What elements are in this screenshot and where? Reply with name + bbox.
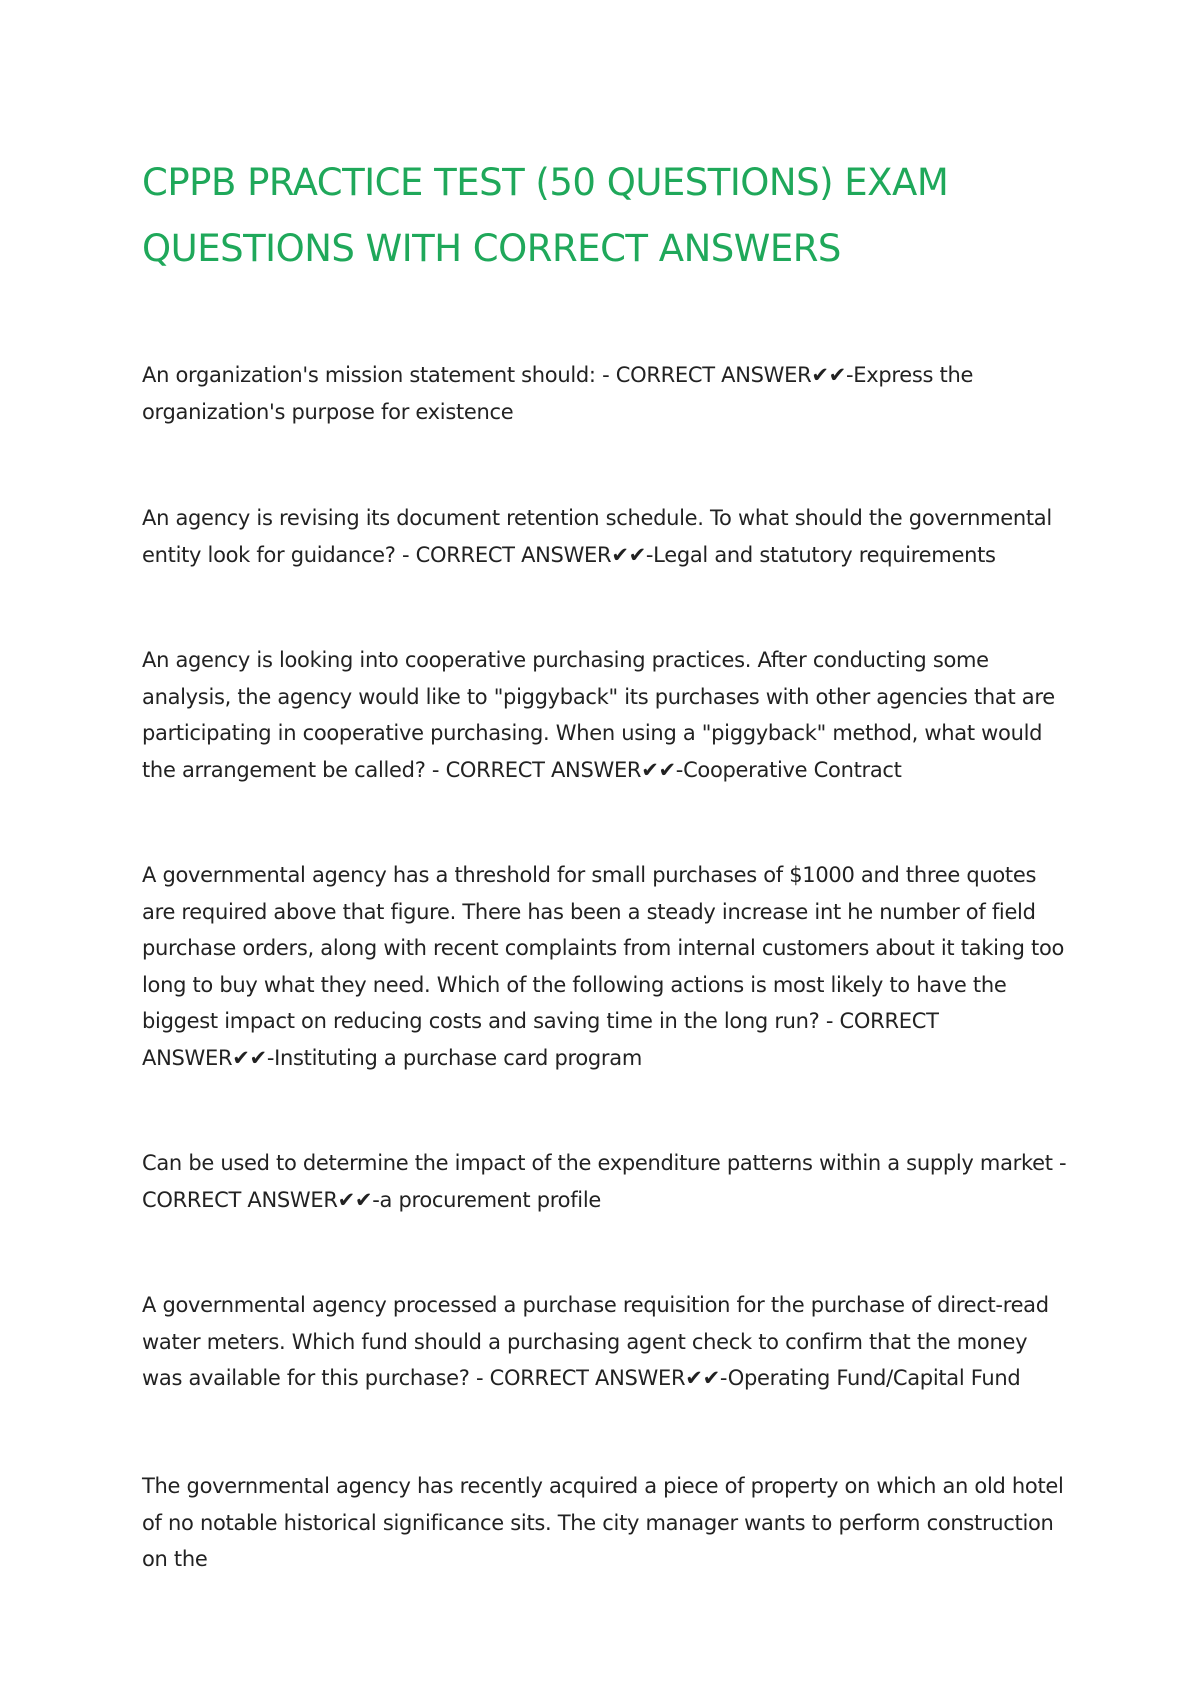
question-answer-item: The governmental agency has recently acquired a piece of property on which an old hotel of no notable historical significance sits. The city manager wants to perform construction on the <box>142 1474 1064 1571</box>
document-title: CPPB PRACTICE TEST (50 QUESTIONS) EXAM QUESTIONS WITH CORRECT ANSWERS <box>142 161 949 270</box>
question-answer-item: An agency is revising its document retention schedule. To what should the governmental entity look for guidance? - CORRECT ANSWER✔✔-Legal and statutory requirements <box>142 506 1052 567</box>
question-answer-item: A governmental agency processed a purchase requisition for the purchase of direct-read water meters. Which fund should a purchasing agent check to confirm that the money was available for this purchase? - CORRECT ANSWER✔✔-Operating Fund/Capital Fund <box>142 1293 1049 1390</box>
question-answer-item: An organization's mission statement should: - CORRECT ANSWER✔✔-Express the organization's purpose for existence <box>142 363 974 424</box>
question-answer-item: A governmental agency has a threshold for small purchases of $1000 and three quotes are required above that figure. There has been a steady increase int he number of field purchase orders, along with recent complaints from internal customers about it taking too long to buy what they need. Which of the following actions is most likely to have the biggest impact on reducing costs and saving time in the long run? - CORRECT ANSWER✔✔-Instituting a purchase card program <box>142 863 1065 1070</box>
question-answer-item: Can be used to determine the impact of the expenditure patterns within a supply market - CORRECT ANSWER✔✔-a procurement profile <box>142 1151 1067 1212</box>
question-answer-item: An agency is looking into cooperative purchasing practices. After conducting some analysis, the agency would like to "piggyback" its purchases with other agencies that are participating in cooperative purchasing. When using a "piggyback" method, what would the arrangement be called? - CORRECT ANSWER✔✔-Cooperative Contract <box>142 648 1055 782</box>
